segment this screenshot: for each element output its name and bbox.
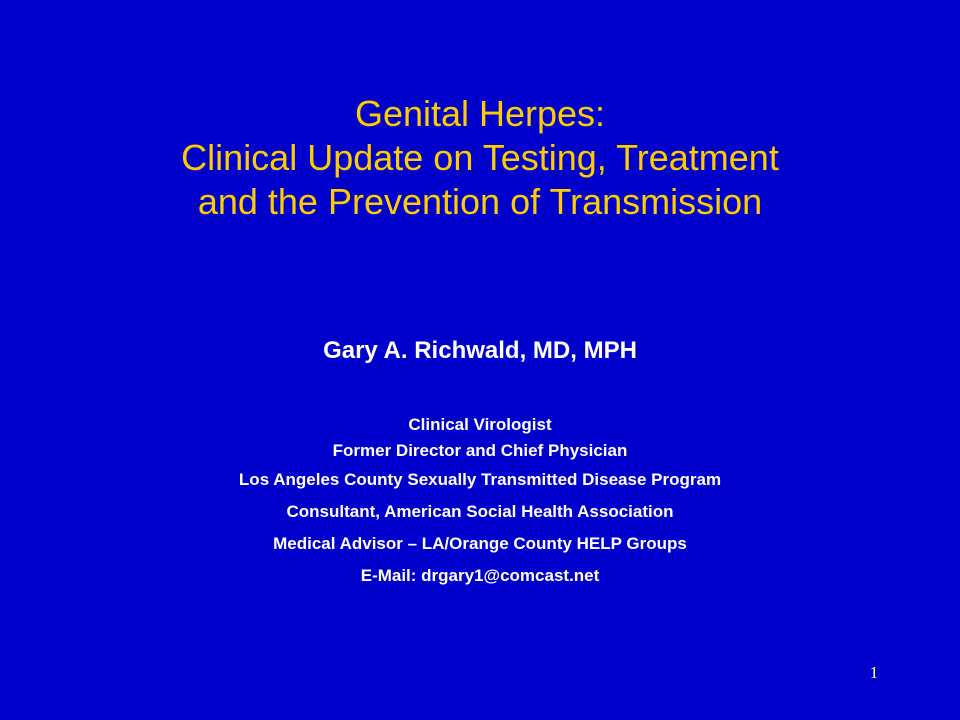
author-credentials [0,412,960,592]
credential-line: Los Angeles County Sexually Transmitted Disease Program [238,470,722,489]
title-line-1: Genital Herpes: [354,93,606,134]
credential-line: Former Director and Chief Physician [332,441,628,460]
email-line: E-Mail: drgary1@comcast.net [360,566,600,585]
title-line-3: and the Prevention of Transmission [197,181,763,222]
author-name: Gary A. Richwald, MD, MPH [323,337,637,364]
title-line-2: Clinical Update on Testing, Treatment [181,137,779,178]
slide-title [40,92,920,224]
slide-number: 1 [869,663,879,682]
credential-line: Clinical Virologist [408,415,552,434]
credential-line: Consultant, American Social Health Association [286,502,674,521]
credential-line: Medical Advisor – LA/Orange County HELP Groups [273,534,687,553]
